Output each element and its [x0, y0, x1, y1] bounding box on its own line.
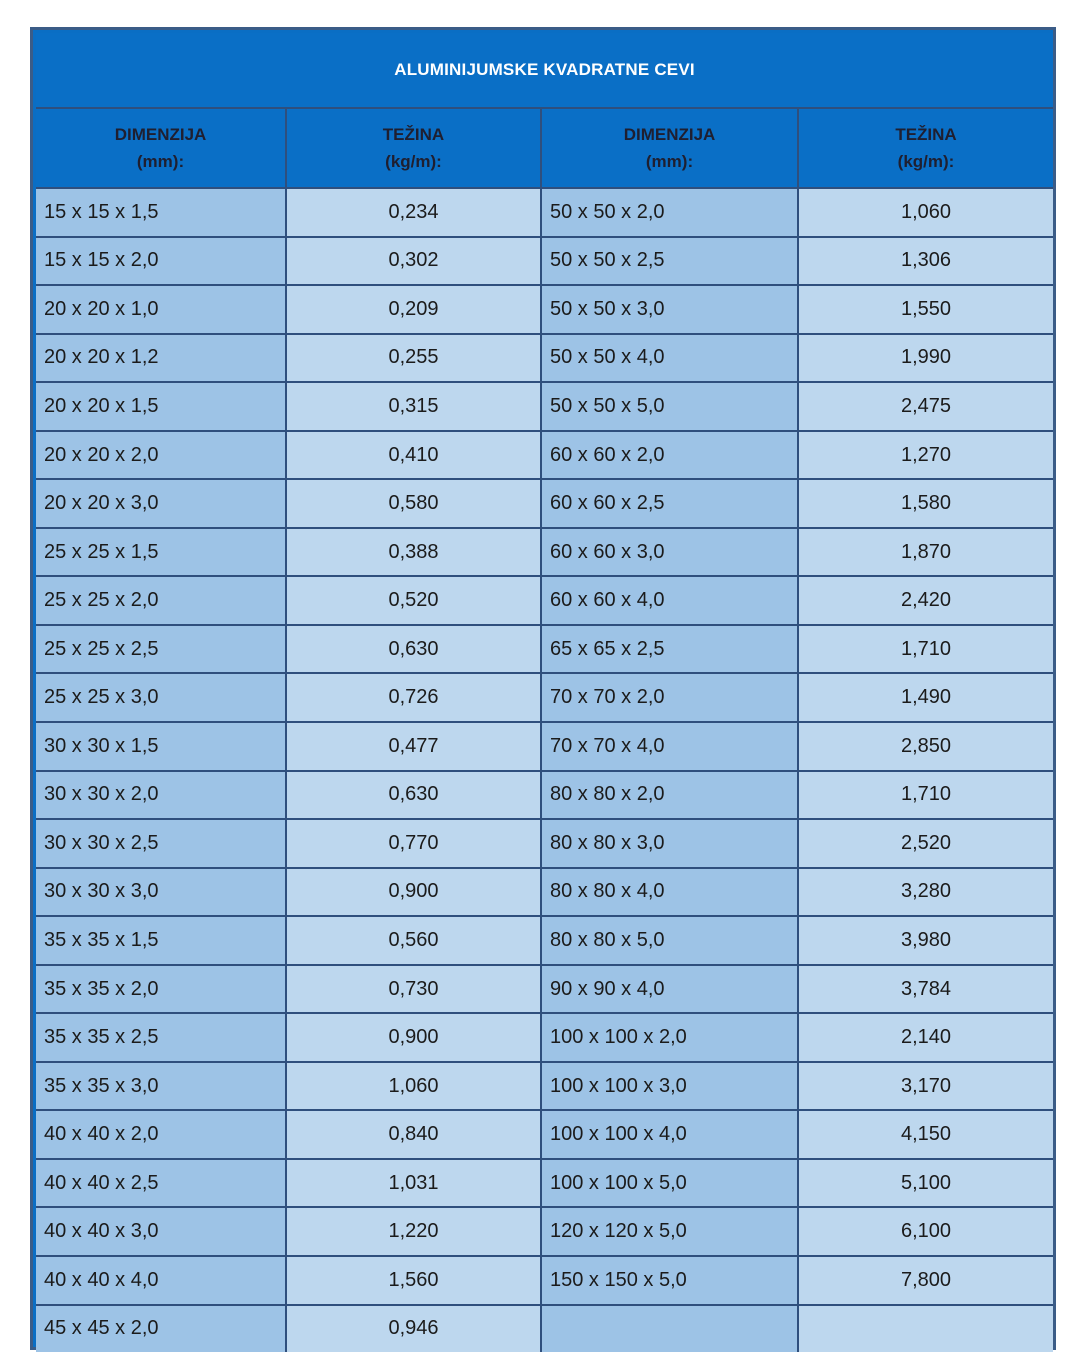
header-dimension-2: DIMENZIJA (mm):	[541, 108, 798, 188]
weight-cell: 1,306	[798, 237, 1053, 286]
dimension-cell: 50 x 50 x 2,0	[541, 188, 798, 237]
weight-cell: 1,710	[798, 771, 1053, 820]
weight-cell: 0,410	[286, 431, 541, 480]
weight-cell: 1,560	[286, 1256, 541, 1305]
dimension-cell: 40 x 40 x 4,0	[36, 1256, 286, 1305]
table-row	[36, 673, 1053, 722]
dimension-cell: 45 x 45 x 2,0	[36, 1305, 286, 1353]
table-row	[36, 1013, 1053, 1062]
table-row	[36, 1256, 1053, 1305]
table-frame	[30, 27, 1056, 1350]
table-row	[36, 625, 1053, 674]
dimension-cell: 20 x 20 x 1,0	[36, 285, 286, 334]
weight-cell: 1,580	[798, 479, 1053, 528]
dimension-cell: 25 x 25 x 3,0	[36, 673, 286, 722]
table-row	[36, 868, 1053, 917]
table-row	[36, 819, 1053, 868]
table-title: ALUMINIJUMSKE KVADRATNE CEVI	[36, 33, 1053, 108]
dimension-cell: 80 x 80 x 3,0	[541, 819, 798, 868]
table-row	[36, 916, 1053, 965]
weight-cell: 0,726	[286, 673, 541, 722]
dimension-cell: 15 x 15 x 2,0	[36, 237, 286, 286]
dimension-cell: 30 x 30 x 2,0	[36, 771, 286, 820]
weight-cell: 0,388	[286, 528, 541, 577]
weight-cell: 1,060	[798, 188, 1053, 237]
weight-cell: 0,730	[286, 965, 541, 1014]
table-row	[36, 1110, 1053, 1159]
weight-cell: 0,900	[286, 868, 541, 917]
weight-cell: 1,270	[798, 431, 1053, 480]
weight-cell: 6,100	[798, 1207, 1053, 1256]
dimension-cell: 35 x 35 x 2,0	[36, 965, 286, 1014]
weight-cell: 0,315	[286, 382, 541, 431]
weight-cell	[798, 1305, 1053, 1353]
weight-cell: 1,220	[286, 1207, 541, 1256]
weight-cell: 4,150	[798, 1110, 1053, 1159]
weight-cell: 0,302	[286, 237, 541, 286]
weight-cell: 2,420	[798, 576, 1053, 625]
weight-cell: 0,770	[286, 819, 541, 868]
dimension-cell: 60 x 60 x 4,0	[541, 576, 798, 625]
dimension-cell: 80 x 80 x 4,0	[541, 868, 798, 917]
dimension-cell: 35 x 35 x 1,5	[36, 916, 286, 965]
dimension-cell: 35 x 35 x 3,0	[36, 1062, 286, 1111]
dimension-cell: 30 x 30 x 3,0	[36, 868, 286, 917]
table-row	[36, 1062, 1053, 1111]
dimension-cell: 25 x 25 x 1,5	[36, 528, 286, 577]
table-row	[36, 188, 1053, 237]
weight-cell: 3,280	[798, 868, 1053, 917]
weight-cell: 2,140	[798, 1013, 1053, 1062]
dimension-cell: 150 x 150 x 5,0	[541, 1256, 798, 1305]
weight-cell: 3,170	[798, 1062, 1053, 1111]
weight-cell: 0,946	[286, 1305, 541, 1353]
weight-cell: 5,100	[798, 1159, 1053, 1208]
weight-cell: 7,800	[798, 1256, 1053, 1305]
weight-cell: 1,031	[286, 1159, 541, 1208]
weight-cell: 1,550	[798, 285, 1053, 334]
weight-cell: 0,234	[286, 188, 541, 237]
title-row	[36, 33, 1053, 108]
dimension-cell: 25 x 25 x 2,0	[36, 576, 286, 625]
dimension-cell: 20 x 20 x 1,2	[36, 334, 286, 383]
dimension-cell: 60 x 60 x 3,0	[541, 528, 798, 577]
weight-cell: 0,255	[286, 334, 541, 383]
table-body	[36, 188, 1053, 1352]
dimension-cell: 30 x 30 x 2,5	[36, 819, 286, 868]
dimension-cell: 25 x 25 x 2,5	[36, 625, 286, 674]
dimension-cell: 80 x 80 x 2,0	[541, 771, 798, 820]
table-row	[36, 771, 1053, 820]
dimension-cell: 30 x 30 x 1,5	[36, 722, 286, 771]
weight-cell: 0,630	[286, 625, 541, 674]
weight-cell: 2,850	[798, 722, 1053, 771]
dimension-cell: 40 x 40 x 2,0	[36, 1110, 286, 1159]
weight-cell: 0,580	[286, 479, 541, 528]
dimension-cell: 120 x 120 x 5,0	[541, 1207, 798, 1256]
dimension-cell: 20 x 20 x 1,5	[36, 382, 286, 431]
table-row	[36, 285, 1053, 334]
dimension-cell: 50 x 50 x 4,0	[541, 334, 798, 383]
dimension-cell: 90 x 90 x 4,0	[541, 965, 798, 1014]
header-dimension-1: DIMENZIJA (mm):	[36, 108, 286, 188]
table-row	[36, 722, 1053, 771]
dimension-cell: 20 x 20 x 2,0	[36, 431, 286, 480]
weight-cell: 0,477	[286, 722, 541, 771]
table-row	[36, 1305, 1053, 1353]
table-row	[36, 965, 1053, 1014]
dimension-cell: 40 x 40 x 2,5	[36, 1159, 286, 1208]
weight-cell: 0,900	[286, 1013, 541, 1062]
weight-cell: 1,060	[286, 1062, 541, 1111]
header-weight-2: TEŽINA (kg/m):	[798, 108, 1053, 188]
table-row	[36, 576, 1053, 625]
table-row	[36, 1159, 1053, 1208]
dimension-cell: 100 x 100 x 5,0	[541, 1159, 798, 1208]
dimension-cell: 50 x 50 x 2,5	[541, 237, 798, 286]
weight-cell: 0,209	[286, 285, 541, 334]
dimension-cell: 60 x 60 x 2,5	[541, 479, 798, 528]
dimension-cell: 40 x 40 x 3,0	[36, 1207, 286, 1256]
dimension-cell: 50 x 50 x 3,0	[541, 285, 798, 334]
dimension-cell: 100 x 100 x 2,0	[541, 1013, 798, 1062]
weight-cell: 0,520	[286, 576, 541, 625]
weight-cell: 0,560	[286, 916, 541, 965]
weight-cell: 0,840	[286, 1110, 541, 1159]
dimension-cell: 100 x 100 x 3,0	[541, 1062, 798, 1111]
table-row	[36, 382, 1053, 431]
dimension-cell: 70 x 70 x 2,0	[541, 673, 798, 722]
weight-cell: 1,870	[798, 528, 1053, 577]
weight-cell: 3,980	[798, 916, 1053, 965]
weight-cell: 2,520	[798, 819, 1053, 868]
dimension-cell: 70 x 70 x 4,0	[541, 722, 798, 771]
dimension-cell	[541, 1305, 798, 1353]
table-row	[36, 334, 1053, 383]
dimension-cell: 35 x 35 x 2,5	[36, 1013, 286, 1062]
header-row	[36, 108, 1053, 188]
dimension-cell: 65 x 65 x 2,5	[541, 625, 798, 674]
dimension-cell: 50 x 50 x 5,0	[541, 382, 798, 431]
table-row	[36, 1207, 1053, 1256]
header-weight-1: TEŽINA (kg/m):	[286, 108, 541, 188]
table-row	[36, 479, 1053, 528]
weight-cell: 2,475	[798, 382, 1053, 431]
weight-cell: 1,990	[798, 334, 1053, 383]
table-row	[36, 528, 1053, 577]
dimension-cell: 60 x 60 x 2,0	[541, 431, 798, 480]
dimension-cell: 100 x 100 x 4,0	[541, 1110, 798, 1159]
weight-cell: 3,784	[798, 965, 1053, 1014]
weight-cell: 1,490	[798, 673, 1053, 722]
dimension-cell: 20 x 20 x 3,0	[36, 479, 286, 528]
table-row	[36, 431, 1053, 480]
weight-cell: 1,710	[798, 625, 1053, 674]
table-row	[36, 237, 1053, 286]
dimension-cell: 15 x 15 x 1,5	[36, 188, 286, 237]
weight-cell: 0,630	[286, 771, 541, 820]
dimension-cell: 80 x 80 x 5,0	[541, 916, 798, 965]
price-weight-table	[36, 33, 1053, 1352]
